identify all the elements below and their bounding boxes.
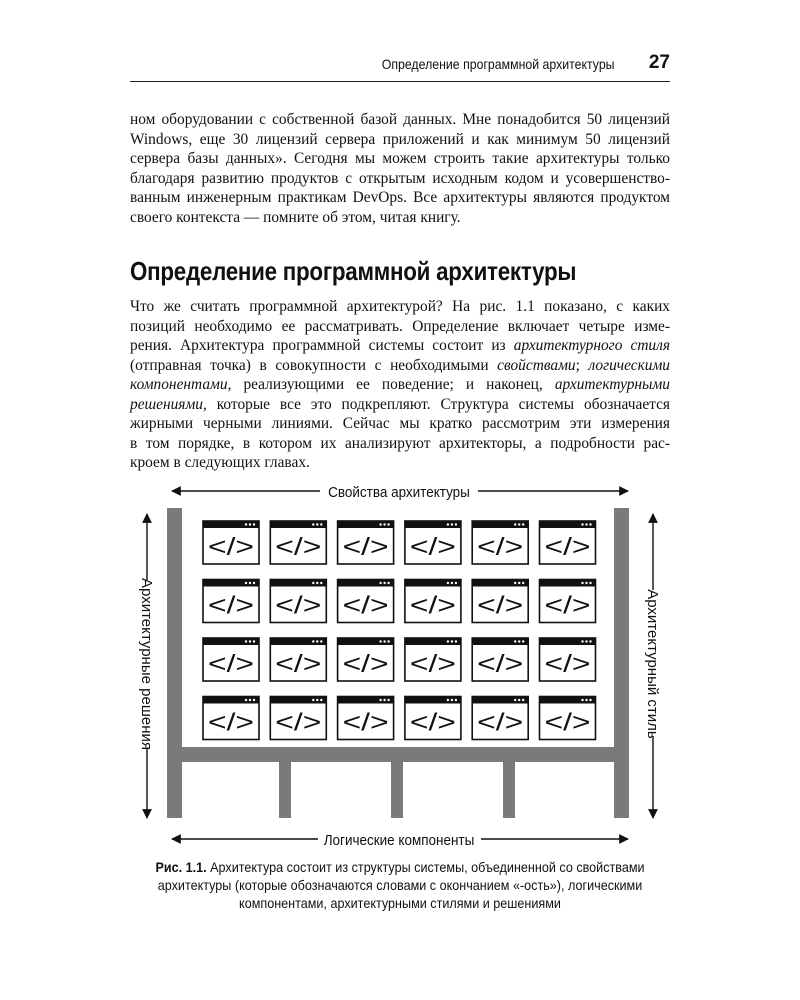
component-window-icon	[540, 580, 596, 623]
component-window-icon	[203, 638, 259, 681]
text-line: решениями, которые все это подкрепляют. Структура системы обозначается	[130, 395, 670, 413]
component-window-icon	[540, 521, 596, 564]
page-number: 27	[648, 52, 670, 73]
section-heading: Определение программной архитектуры	[130, 256, 577, 286]
code-glyph: </>	[275, 533, 322, 561]
structure-right-wall	[614, 508, 629, 818]
component-window-icon	[203, 521, 259, 564]
component-window-icon	[472, 521, 528, 564]
code-glyph: </>	[342, 708, 389, 737]
component-window-icon	[472, 580, 528, 623]
figure-caption	[110, 858, 690, 912]
term-components: компонентами	[130, 376, 228, 393]
component-window-icon	[338, 580, 394, 623]
style-arrow	[644, 514, 661, 818]
term-logical: логическими	[588, 356, 671, 374]
code-glyph: </>	[275, 591, 322, 620]
code-glyph: </>	[477, 650, 524, 678]
decisions-arrow	[138, 514, 155, 818]
architecture-figure	[0, 470, 800, 860]
text-line: рения. Архитектура программной системы состоит из архитектурного стиля	[130, 337, 670, 354]
text-line: жирными черными линиями. Сейчас мы кратко рассмотрим эти измерения	[130, 415, 670, 432]
component-window-icon	[203, 697, 259, 740]
text-line: кроем в следующих главах.	[130, 454, 310, 471]
label-style: Архитектурный стиль	[644, 589, 661, 739]
text-line: ванным инженерным практикам DevOps. Все архитектуры являются продуктом	[130, 189, 670, 206]
code-glyph: </>	[275, 708, 322, 737]
component-window-icon	[270, 580, 326, 623]
code-glyph: </>	[477, 591, 524, 620]
code-glyph: </>	[342, 533, 389, 561]
running-title: Определение программной архитектуры	[382, 56, 615, 72]
code-glyph: </>	[208, 708, 254, 737]
code-glyph: </>	[409, 708, 456, 737]
code-glyph: </>	[208, 533, 254, 561]
header-rule	[130, 81, 670, 82]
term-decisions: решениями	[130, 395, 203, 413]
code-glyph: </>	[409, 533, 456, 561]
component-window-icon	[338, 521, 394, 564]
code-glyph: </>	[544, 591, 591, 620]
component-window-icon	[472, 638, 528, 681]
paragraph-1	[130, 110, 670, 227]
text-line: в том порядке, в котором их анализируют архитекторы, а подробности рас-	[130, 434, 670, 452]
code-glyph: </>	[409, 650, 456, 678]
text-line: сервера базы данных». Сегодня мы можем строить такие архитектуры только	[130, 150, 670, 167]
caption-label: Рис. 1.1.	[155, 859, 207, 875]
text-line: компонентами, реализующими ее поведение; и наконец, архитектурными	[130, 376, 670, 393]
code-glyph: </>	[208, 650, 254, 678]
label-properties: Свойства архитектуры	[328, 484, 470, 502]
component-window-icon	[270, 638, 326, 681]
term-architecture-style: архитектурного стиля	[513, 337, 670, 354]
structure-left-wall	[167, 508, 182, 818]
structure-leg	[391, 760, 403, 818]
text-line: своего контекста — помните об этом, читая книгу.	[130, 208, 461, 226]
caption-text: Архитектура состоит из структуры системы, объединенной со свойствами архитектуры (которые обозначаются словами с окончанием «-ость»), логическими компонентами, архитектурными стилями и решениями	[157, 859, 645, 911]
component-window-icon	[405, 638, 461, 681]
text-line: (отправная точка) в совокупности с необходимыми свойствами; логическими	[130, 356, 671, 374]
component-window-icon	[540, 697, 596, 740]
structure-beam	[167, 747, 629, 762]
label-decisions: Архитектурные решения	[138, 578, 155, 750]
text-line: позиций необходимо ее рассматривать. Определение включает четыре изме-	[130, 317, 670, 335]
code-glyph: </>	[409, 591, 456, 620]
text-line: ном оборудовании с собственной базой данных. Мне понадобится 50 лицензий	[130, 111, 670, 128]
component-window-icon	[472, 697, 528, 740]
term-architectural: архитектурными	[554, 376, 670, 393]
component-window-icon	[270, 521, 326, 564]
text-line: Windows, еще 30 лицензий сервера приложений и как минимум 50 лицензий	[130, 130, 670, 148]
component-window-icon	[203, 580, 259, 623]
component-window-icon	[270, 697, 326, 740]
component-window-icon	[540, 638, 596, 681]
paragraph-2	[130, 297, 670, 473]
code-glyph: </>	[342, 591, 389, 620]
text-line: Что же считать программной архитектурой? На рис. 1.1 показано, с каких	[130, 298, 670, 315]
code-glyph: </>	[544, 650, 591, 678]
term-properties: свойствами	[497, 356, 576, 374]
text-line: благодаря развитию продуктов с открытым исходным кодом и усовершенство-	[130, 169, 670, 187]
code-glyph: </>	[208, 591, 254, 620]
label-components: Логические компоненты	[323, 832, 475, 850]
properties-arrow	[172, 484, 628, 501]
code-glyph: </>	[544, 533, 591, 561]
component-window-icon	[405, 697, 461, 740]
running-head	[130, 54, 670, 78]
code-glyph: </>	[477, 708, 524, 737]
code-glyph: </>	[275, 650, 322, 678]
code-glyph: </>	[477, 533, 524, 561]
code-glyph: </>	[544, 708, 591, 737]
component-window-icon	[405, 521, 461, 564]
component-window-icon	[338, 697, 394, 740]
code-glyph: </>	[342, 650, 389, 678]
component-window-icon	[405, 580, 461, 623]
component-window-icon	[338, 638, 394, 681]
structure-leg	[279, 760, 291, 818]
component-grid	[203, 521, 596, 740]
structure-leg	[503, 760, 515, 818]
components-arrow	[172, 832, 628, 849]
